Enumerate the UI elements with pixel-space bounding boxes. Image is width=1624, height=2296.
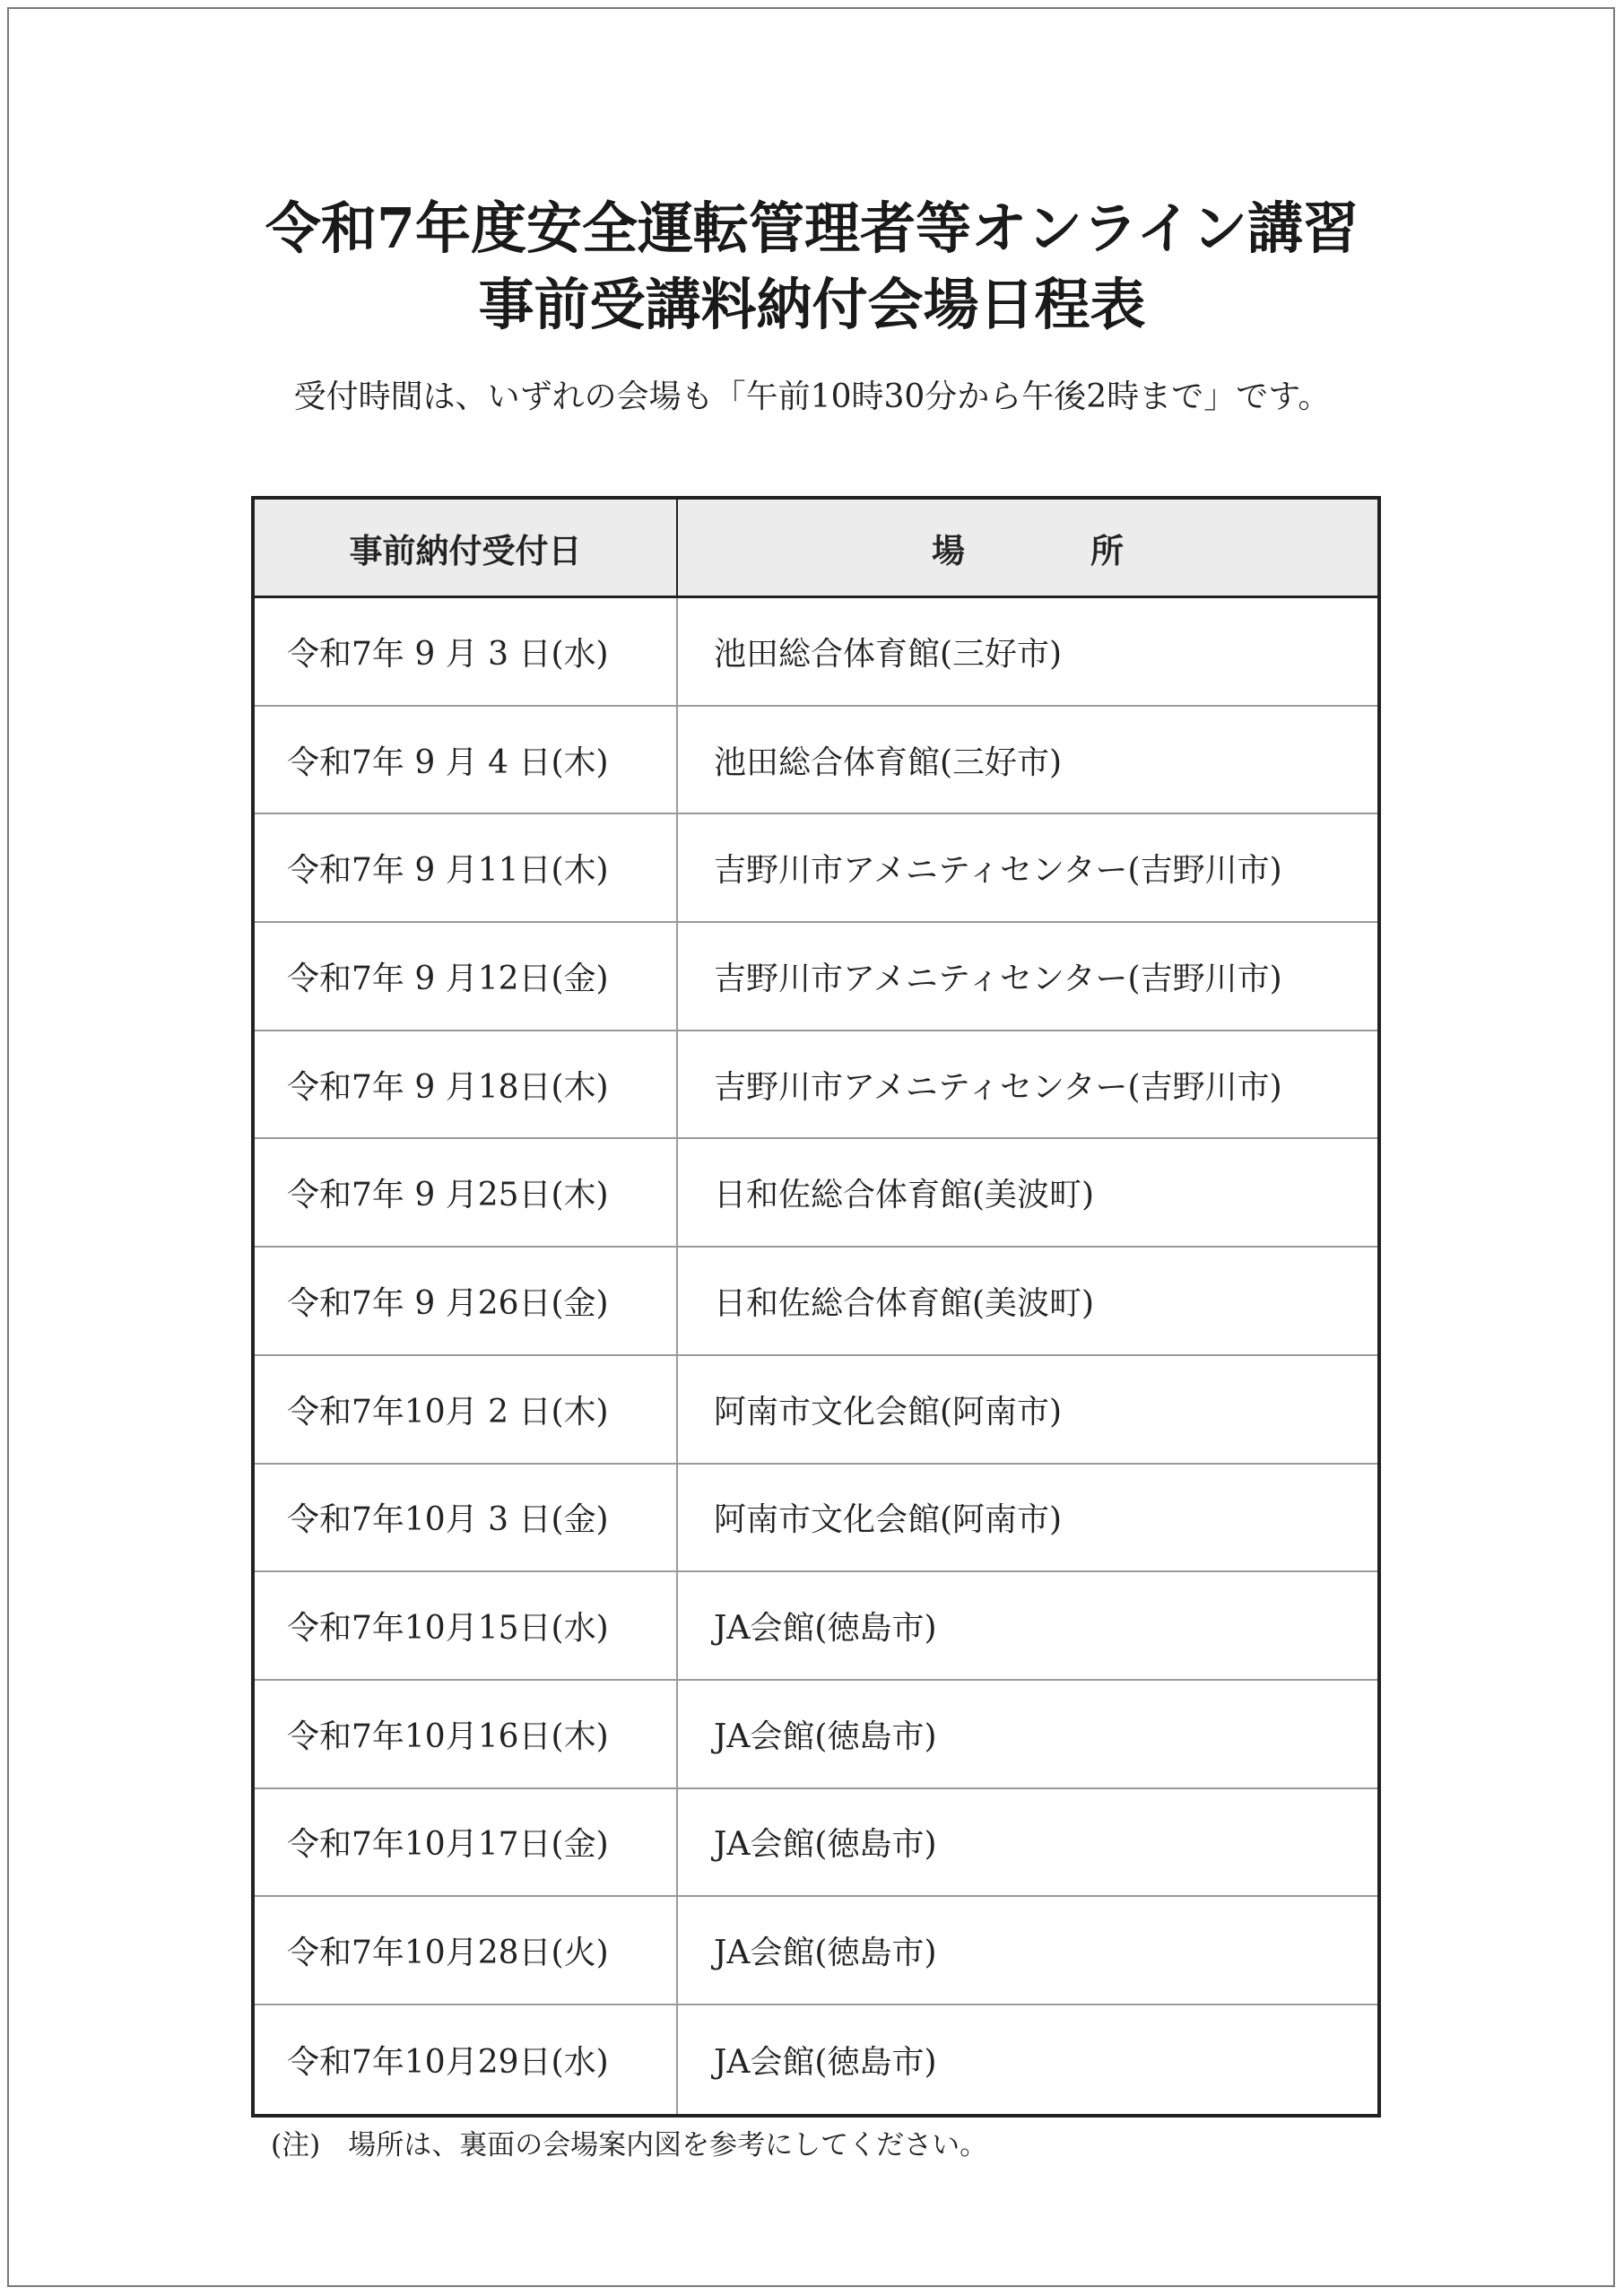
reception-hours-text: 受付時間は、いずれの会場も「午前10時30分から午後2時まで」です。 bbox=[293, 378, 1331, 415]
row-place: 吉野川市アメニティセンター(吉野川市) bbox=[714, 1068, 1282, 1106]
table-row bbox=[255, 1356, 1377, 1465]
schedule-table bbox=[251, 496, 1381, 2118]
row-date: 令和7年10月 2 日(木) bbox=[255, 1356, 678, 1463]
header-date: 事前納付受付日 bbox=[255, 500, 678, 596]
row-place: 池田総合体育館(三好市) bbox=[714, 744, 1063, 781]
row-place: JA会館(徳島市) bbox=[714, 1935, 937, 1972]
table-row bbox=[255, 707, 1377, 815]
row-place: 阿南市文化会館(阿南市) bbox=[714, 1393, 1063, 1431]
table-row bbox=[255, 814, 1377, 923]
row-place: JA会館(徳島市) bbox=[714, 1718, 937, 1755]
row-place: JA会館(徳島市) bbox=[714, 1826, 937, 1864]
row-place: JA会館(徳島市) bbox=[714, 2043, 937, 2081]
row-place: 日和佐総合体育館(美波町) bbox=[714, 1177, 1095, 1214]
document-title-line-1: 令和7年度安全運転管理者等オンライン講習 bbox=[265, 196, 1359, 261]
row-date: 令和7年 9 月12日(金) bbox=[255, 923, 678, 1030]
header-place-label: 場所 bbox=[932, 530, 1249, 570]
table-row bbox=[255, 1248, 1377, 1356]
table-row bbox=[255, 1681, 1377, 1789]
table-row bbox=[255, 1897, 1377, 2005]
row-place: JA会館(徳島市) bbox=[714, 1610, 937, 1648]
row-date: 令和7年10月16日(木) bbox=[255, 1681, 678, 1787]
footnote: (注) 場所は、裏面の会場案内図を参考にしてください。 bbox=[271, 2129, 988, 2161]
table-row bbox=[255, 1789, 1377, 1898]
row-date: 令和7年 9 月 3 日(水) bbox=[255, 598, 678, 705]
table-header-row bbox=[255, 500, 1377, 598]
row-date: 令和7年10月 3 日(金) bbox=[255, 1465, 678, 1571]
row-place: 阿南市文化会館(阿南市) bbox=[714, 1501, 1063, 1539]
row-date: 令和7年 9 月18日(木) bbox=[255, 1031, 678, 1138]
table-row bbox=[255, 923, 1377, 1031]
table-row bbox=[255, 1031, 1377, 1140]
table-row bbox=[255, 1465, 1377, 1573]
table-row bbox=[255, 2005, 1377, 2114]
header-place bbox=[678, 500, 1377, 596]
row-date: 令和7年10月15日(水) bbox=[255, 1572, 678, 1679]
row-date: 令和7年10月28日(火) bbox=[255, 1897, 678, 2004]
table-row bbox=[255, 598, 1377, 707]
row-date: 令和7年 9 月11日(木) bbox=[255, 814, 678, 921]
row-place: 吉野川市アメニティセンター(吉野川市) bbox=[714, 960, 1282, 997]
row-place: 吉野川市アメニティセンター(吉野川市) bbox=[714, 852, 1282, 890]
row-date: 令和7年 9 月25日(木) bbox=[255, 1139, 678, 1246]
row-date: 令和7年 9 月26日(金) bbox=[255, 1248, 678, 1354]
row-date: 令和7年10月17日(金) bbox=[255, 1789, 678, 1896]
row-place: 日和佐総合体育館(美波町) bbox=[714, 1284, 1095, 1322]
row-place: 池田総合体育館(三好市) bbox=[714, 635, 1063, 673]
table-row bbox=[255, 1139, 1377, 1248]
row-date: 令和7年10月29日(水) bbox=[255, 2005, 678, 2114]
row-date: 令和7年 9 月 4 日(木) bbox=[255, 707, 678, 813]
table-row bbox=[255, 1572, 1377, 1681]
document-title-line-2: 事前受講料納付会場日程表 bbox=[478, 272, 1146, 337]
